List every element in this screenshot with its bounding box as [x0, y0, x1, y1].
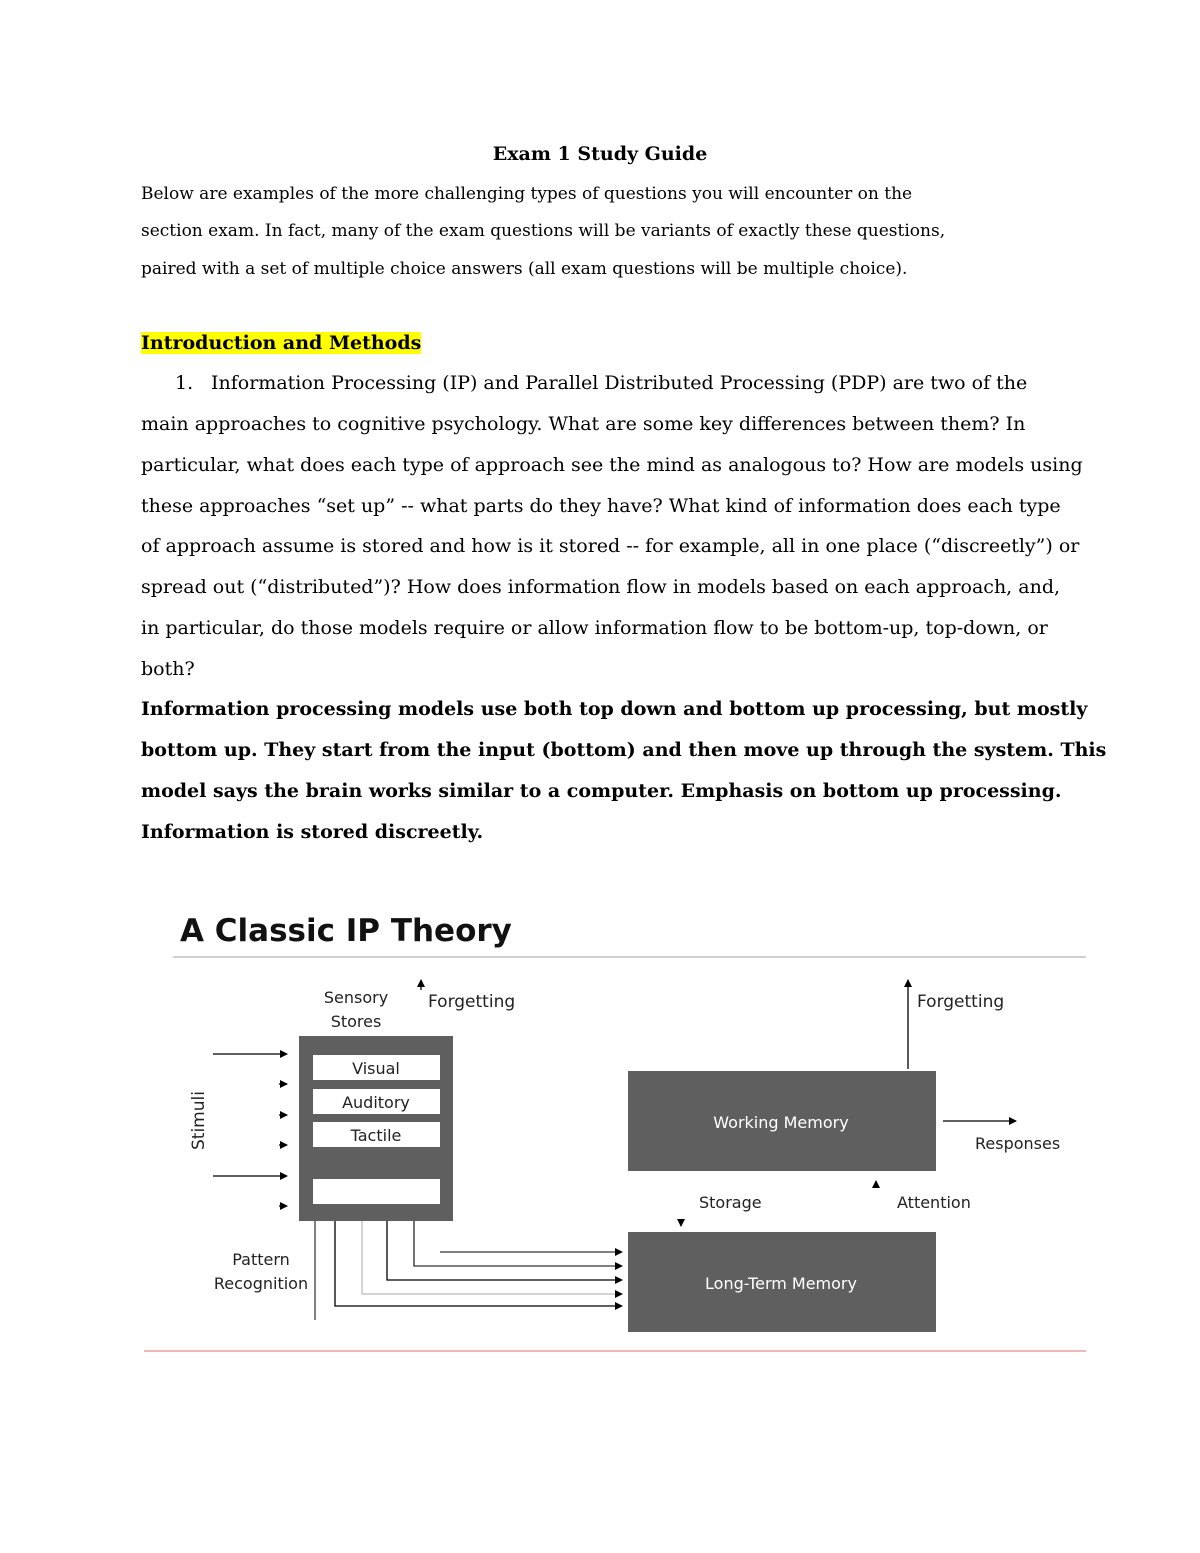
- attention-label: Attention: [897, 1193, 971, 1212]
- pattern-recognition-line: [335, 1221, 622, 1306]
- answer-line: bottom up. They start from the input (bottom) and then move up through the system. This: [141, 739, 1107, 761]
- diagram-title: A Classic IP Theory: [180, 913, 512, 949]
- question-line: spread out (“distributed”)? How does information flow in models based on each approach, and,: [141, 576, 1061, 598]
- pattern-recognition-line: [362, 1221, 622, 1294]
- section-heading-highlight: Introduction and Methods: [141, 332, 422, 354]
- pattern-recognition-label: Pattern: [232, 1250, 290, 1269]
- question-line: in particular, do those models require or allow information flow to be bottom-up, top-down, or: [141, 617, 1048, 639]
- question-number: 1.: [175, 372, 194, 394]
- long-term-memory-label: Long-Term Memory: [705, 1274, 857, 1293]
- answer-line: model says the brain works similar to a computer. Emphasis on bottom up processing.: [141, 780, 1062, 802]
- sensory-stores-label: Sensory: [323, 988, 389, 1007]
- question-line: these approaches “set up” -- what parts do they have? What kind of information does each type: [141, 495, 1061, 517]
- working-memory-label: Working Memory: [713, 1113, 849, 1132]
- intro-line: paired with a set of multiple choice answers (all exam questions will be multiple choice).: [141, 259, 908, 279]
- answer-line: Information processing models use both top down and bottom up processing, but mostly: [141, 698, 1088, 720]
- question-text: Information Processing (IP) and Parallel Distributed Processing (PDP) are two of the: [211, 372, 1028, 394]
- page-title: Exam 1 Study Guide: [492, 143, 708, 165]
- forgetting-right-label: Forgetting: [917, 992, 1005, 1012]
- question-line: both?: [141, 658, 195, 680]
- sensory-stores-label: Stores: [330, 1012, 382, 1031]
- forgetting-left-label: Forgetting: [428, 992, 516, 1012]
- stimuli-label: Stimuli: [189, 1091, 209, 1150]
- store-item-blank: [313, 1179, 440, 1204]
- intro-line: Below are examples of the more challenging types of questions you will encounter on the: [141, 184, 913, 204]
- question-line: main approaches to cognitive psychology. What are some key differences between them? In: [141, 413, 1026, 435]
- responses-label: Responses: [975, 1134, 1061, 1153]
- store-item-label: Auditory: [342, 1093, 410, 1112]
- pattern-recognition-line: [414, 1221, 622, 1266]
- answer-line: Information is stored discreetly.: [141, 821, 484, 843]
- pattern-recognition-line: [387, 1221, 622, 1280]
- question-line: particular, what does each type of approach see the mind as analogous to? How are models using: [141, 454, 1083, 476]
- storage-label: Storage: [699, 1193, 762, 1212]
- store-item-label: Visual: [352, 1059, 400, 1078]
- question-line: of approach assume is stored and how is it stored -- for example, all in one place (“discreetly”) or: [141, 535, 1080, 557]
- pattern-recognition-label: Recognition: [213, 1274, 309, 1293]
- store-item-label: Tactile: [350, 1126, 402, 1145]
- intro-line: section exam. In fact, many of the exam questions will be variants of exactly these questions,: [141, 221, 946, 241]
